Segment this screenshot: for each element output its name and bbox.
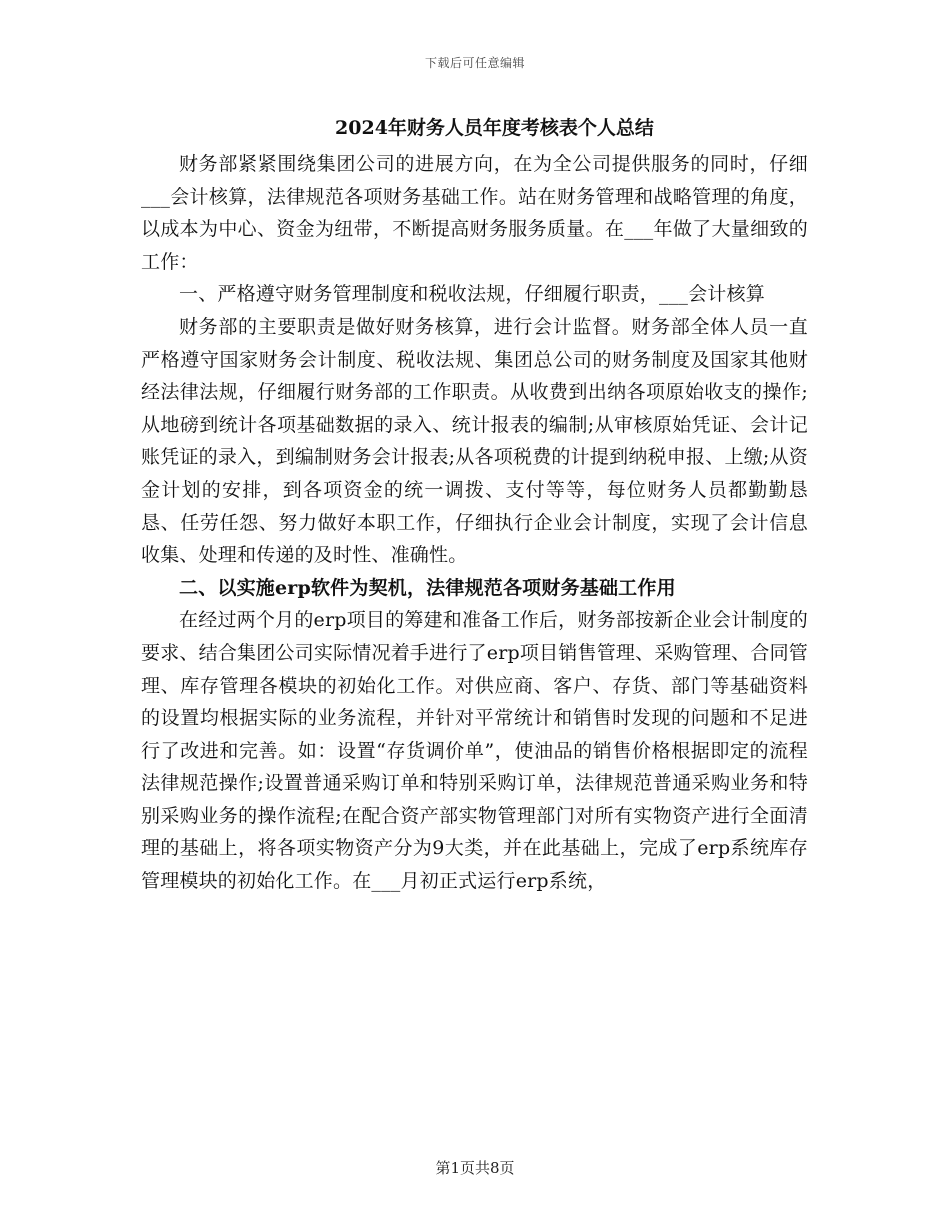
document-body	[141, 112, 808, 898]
paragraph-section-1: 财务部的主要职责是做好财务核算，进行会计监督。财务部全体人员一直严格遵守国家财务会计制度、税收法规、集团总公司的财务制度及国家其他财经法律法规，仔细履行财务部的工作职责。从收费到出纳各项原始收支的操作;从地磅到统计各项基础数据的录入、统计报表的编制;从审核原始凭证、会计记账凭证的录入，到编制财务会计报表;从各项税费的计提到纳税申报、上缴;从资金计划的安排，到各项资金的统一调拨、支付等等，每位财务人员都勤勤恳恳、任劳任怨、努力做好本职工作，仔细执行企业会计制度，实现了会计信息收集、处理和传递的及时性、准确性。	[141, 315, 808, 567]
page-number: 第1页共8页	[435, 1159, 515, 1177]
paragraph-section-2: 在经过两个月的erp项目的筹建和准备工作后，财务部按新企业会计制度的要求、结合集团公司实际情况着手进行了erp项目销售管理、采购管理、合同管理、库存管理各模块的初始化工作。对供应商、客户、存货、部门等基础资料的设置均根据实际的业务流程，并针对平常统计和销售时发现的问题和不足进行了改进和完善。如：设置“存货调价单”，使油品的销售价格根据即定的流程法律规范操作;设置普通采购订单和特别采购订单，法律规范普通采购业务和特别采购业务的操作流程;在配合资产部实物管理部门对所有实物资产进行全面清理的基础上，将各项实物资产分为9大类，并在此基础上，完成了erp系统库存管理模块的初始化工作。在___月初正式运行erp系统，	[141, 609, 808, 893]
section-heading-1: 一、严格遵守财务管理制度和税收法规，仔细履行职责，___会计核算	[179, 283, 765, 306]
section-heading-2: 二、以实施erp软件为契机，法律规范各项财务基础工作用	[179, 576, 676, 599]
document-title: 2024年财务人员年度考核表个人总结	[335, 117, 654, 139]
page-header-note: 下载后可任意编辑	[424, 56, 525, 70]
paragraph-intro: 财务部紧紧围绕集团公司的进展方向，在为全公司提供服务的同时，仔细___会计核算，法律规范各项财务基础工作。站在财务管理和战略管理的角度，以成本为中心、资金为纽带，不断提高财务服务质量。在___年做了大量细致的工作：	[141, 153, 808, 273]
